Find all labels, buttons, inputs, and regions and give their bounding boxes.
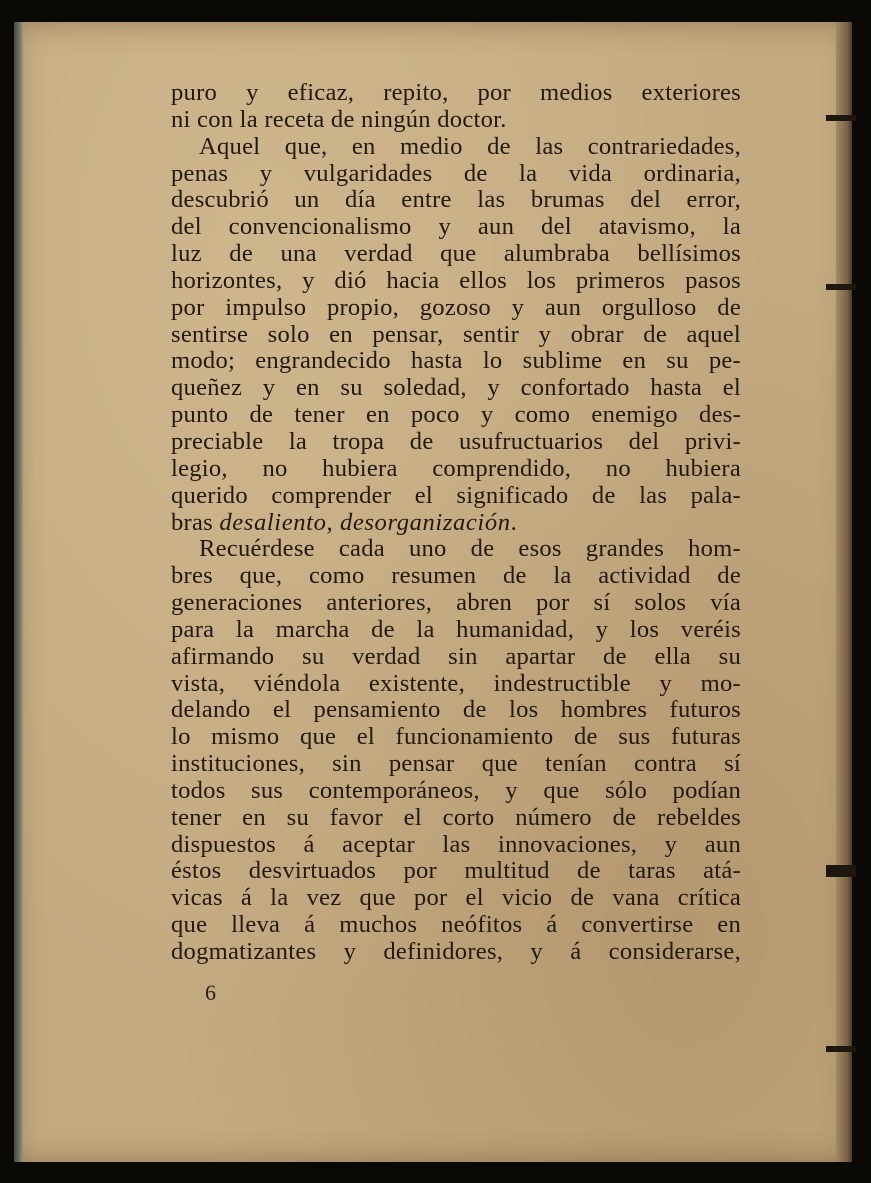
text-line-content: Recuérdese cada uno de esos grandes hom- bbox=[199, 535, 741, 563]
edge-mark bbox=[826, 865, 856, 877]
text-line bbox=[171, 214, 741, 241]
text-line bbox=[171, 617, 741, 644]
edge-mark bbox=[826, 284, 856, 290]
text-line bbox=[171, 161, 741, 188]
text-line bbox=[171, 536, 741, 563]
text-line-content: todos sus contemporáneos, y que sólo podían bbox=[171, 776, 741, 804]
text-line bbox=[171, 107, 741, 134]
text-line bbox=[171, 912, 741, 939]
text-line bbox=[171, 268, 741, 295]
text-line-content: por impulso propio, gozoso y aun orgulloso de bbox=[171, 293, 741, 321]
text-line-content: instituciones, sin pensar que tenían contra sí bbox=[171, 750, 741, 778]
edge-mark bbox=[826, 1046, 856, 1052]
italic-phrase: desaliento, desorganización bbox=[219, 508, 511, 536]
text-line bbox=[171, 241, 741, 268]
text-line bbox=[171, 858, 741, 885]
text-line bbox=[171, 671, 741, 698]
text-line bbox=[171, 832, 741, 859]
text-line-content: sentirse solo en pensar, sentir y obrar de aquel bbox=[171, 320, 741, 348]
text-line bbox=[171, 456, 741, 483]
text-line-content: preciable la tropa de usufructuarios del privi- bbox=[171, 427, 741, 455]
text-line-content: del convencionalismo y aun del atavismo, la bbox=[171, 213, 741, 241]
text-line bbox=[171, 429, 741, 456]
text-line bbox=[171, 510, 741, 537]
text-line-content: punto de tener en poco y como enemigo des- bbox=[171, 401, 741, 429]
page-number: 6 bbox=[205, 980, 216, 1005]
text-line-content: éstos desvirtuados por multitud de taras atá- bbox=[171, 857, 741, 885]
text-line bbox=[171, 322, 741, 349]
text-line bbox=[171, 402, 741, 429]
text-line-content: lo mismo que el funcionamiento de sus futuras bbox=[171, 723, 741, 751]
text-line-content: vista, viéndola existente, indestructible y mo- bbox=[171, 669, 741, 697]
edge-mark bbox=[826, 115, 856, 121]
text-line-content: generaciones anteriores, abren por sí solos vía bbox=[171, 589, 741, 617]
text-line bbox=[171, 751, 741, 778]
text-line bbox=[171, 187, 741, 214]
text-line-tail: . bbox=[510, 508, 518, 536]
text-line bbox=[171, 295, 741, 322]
text-line-content: dogmatizantes y definidores, y á considerarse, bbox=[171, 938, 741, 965]
text-line bbox=[171, 134, 741, 161]
text-line-content: bras bbox=[171, 508, 220, 536]
text-line bbox=[171, 80, 741, 107]
text-line-content: ni con la receta de ningún doctor. bbox=[171, 105, 507, 133]
text-line bbox=[171, 885, 741, 912]
text-line bbox=[171, 805, 741, 832]
text-line bbox=[171, 483, 741, 510]
text-line-content: horizontes, y dió hacia ellos los primeros pasos bbox=[171, 266, 741, 294]
text-line bbox=[171, 778, 741, 805]
text-line-content: luz de una verdad que alumbraba bellísimos bbox=[171, 240, 741, 268]
text-line bbox=[171, 348, 741, 375]
text-line-content: descubrió un día entre las brumas del error, bbox=[171, 186, 741, 214]
text-line bbox=[171, 724, 741, 751]
text-line-content: delando el pensamiento de los hombres futuros bbox=[171, 696, 741, 724]
text-line-content: dispuestos á aceptar las innovaciones, y aun bbox=[171, 830, 741, 858]
text-line bbox=[171, 697, 741, 724]
text-line-content: vicas á la vez que por el vicio de vana crítica bbox=[171, 884, 741, 912]
text-line-content: puro y eficaz, repito, por medios exteriores bbox=[171, 79, 741, 106]
text-line-content: querido comprender el significado de las pala- bbox=[171, 481, 741, 509]
text-line bbox=[171, 644, 741, 671]
text-line-content: que lleva á muchos neófitos á convertirse en bbox=[171, 911, 741, 939]
text-line-content: para la marcha de la humanidad, y los veréis bbox=[171, 615, 741, 643]
text-line bbox=[171, 590, 741, 617]
text-line bbox=[171, 939, 741, 966]
text-line-content: penas y vulgaridades de la vida ordinaria, bbox=[171, 159, 741, 187]
text-line-content: bres que, como resumen de la actividad de bbox=[171, 562, 741, 590]
text-line-content: modo; engrandecido hasta lo sublime en su pe- bbox=[171, 347, 741, 375]
text-line bbox=[171, 375, 741, 402]
text-line-content: tener en su favor el corto número de rebeldes bbox=[171, 803, 741, 831]
page-spine-edge bbox=[14, 22, 23, 1162]
body-text bbox=[171, 80, 741, 966]
text-line-content: queñez y en su soledad, y confortado hasta el bbox=[171, 374, 741, 402]
text-line-content: Aquel que, en medio de las contrariedades, bbox=[199, 132, 741, 160]
text-line-content: legio, no hubiera comprendido, no hubiera bbox=[171, 454, 741, 482]
text-line-content: afirmando su verdad sin apartar de ella su bbox=[171, 642, 741, 670]
adjacent-page-edge bbox=[836, 22, 852, 1162]
text-line bbox=[171, 563, 741, 590]
